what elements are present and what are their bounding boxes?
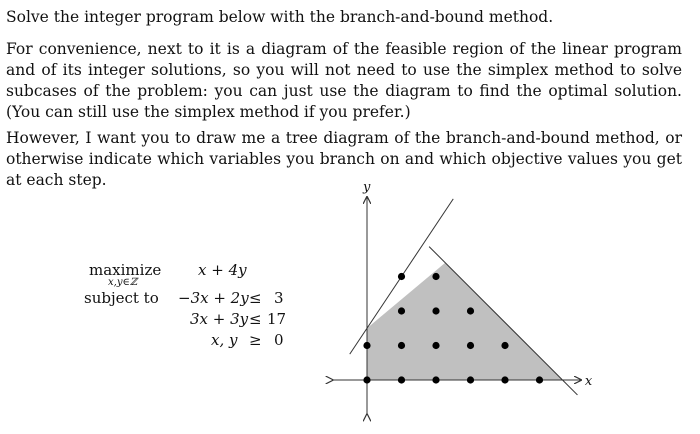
instruction-paragraph-1: Solve the integer program below with the branch-and-bound method. — [6, 8, 554, 26]
instruction-paragraph-3: However, I want you to draw me a tree diagram of the branch-and-bound method, or otherwise indicate which variables you branch on and which objective values you get at each step. — [6, 129, 682, 189]
constraint-1-op: ≤ — [249, 289, 262, 307]
constraint-3-lhs: x, y — [211, 331, 238, 349]
integer-point — [467, 307, 474, 314]
integer-point — [363, 342, 370, 349]
constraint-2-op: ≤ — [249, 310, 262, 328]
integer-point — [501, 376, 508, 383]
maximize-label: maximize — [89, 261, 162, 279]
subject-to-label: subject to — [84, 289, 159, 307]
constraint-1-rhs: 3 — [274, 289, 284, 307]
maximize-subscript: x,y∈ℤ — [108, 277, 138, 288]
x-axis-label: x — [584, 374, 593, 389]
integer-point — [398, 376, 405, 383]
integer-point — [432, 273, 439, 280]
instruction-paragraph-2: For convenience, next to it is a diagram of the feasible region of the linear program and of its integer solutions, so you will not need to use the simplex method to solve subcases of the problem: you can just use the diagram to find the optimal solution. (You can still use the simplex method if you prefer.) — [6, 40, 682, 121]
feasible-region-diagram — [330, 180, 593, 422]
y-axis-label: y — [363, 180, 371, 196]
constraint-1-lhs: −3x + 2y — [178, 289, 249, 307]
constraint-2-rhs: 17 — [267, 310, 287, 328]
integer-point — [363, 376, 370, 383]
constraint-3-op: ≥ — [249, 331, 262, 349]
constraint-2-lhs: 3x + 3y — [190, 310, 249, 328]
integer-point — [398, 273, 405, 280]
objective-function: x + 4y — [198, 261, 247, 279]
integer-point — [398, 307, 405, 314]
integer-point — [467, 376, 474, 383]
integer-point — [467, 342, 474, 349]
constraint-3-rhs: 0 — [274, 331, 284, 349]
integer-point — [398, 342, 405, 349]
integer-point — [432, 307, 439, 314]
integer-point — [536, 376, 543, 383]
integer-point — [432, 342, 439, 349]
integer-point — [501, 342, 508, 349]
feasible-region — [367, 263, 563, 380]
integer-point — [432, 376, 439, 383]
